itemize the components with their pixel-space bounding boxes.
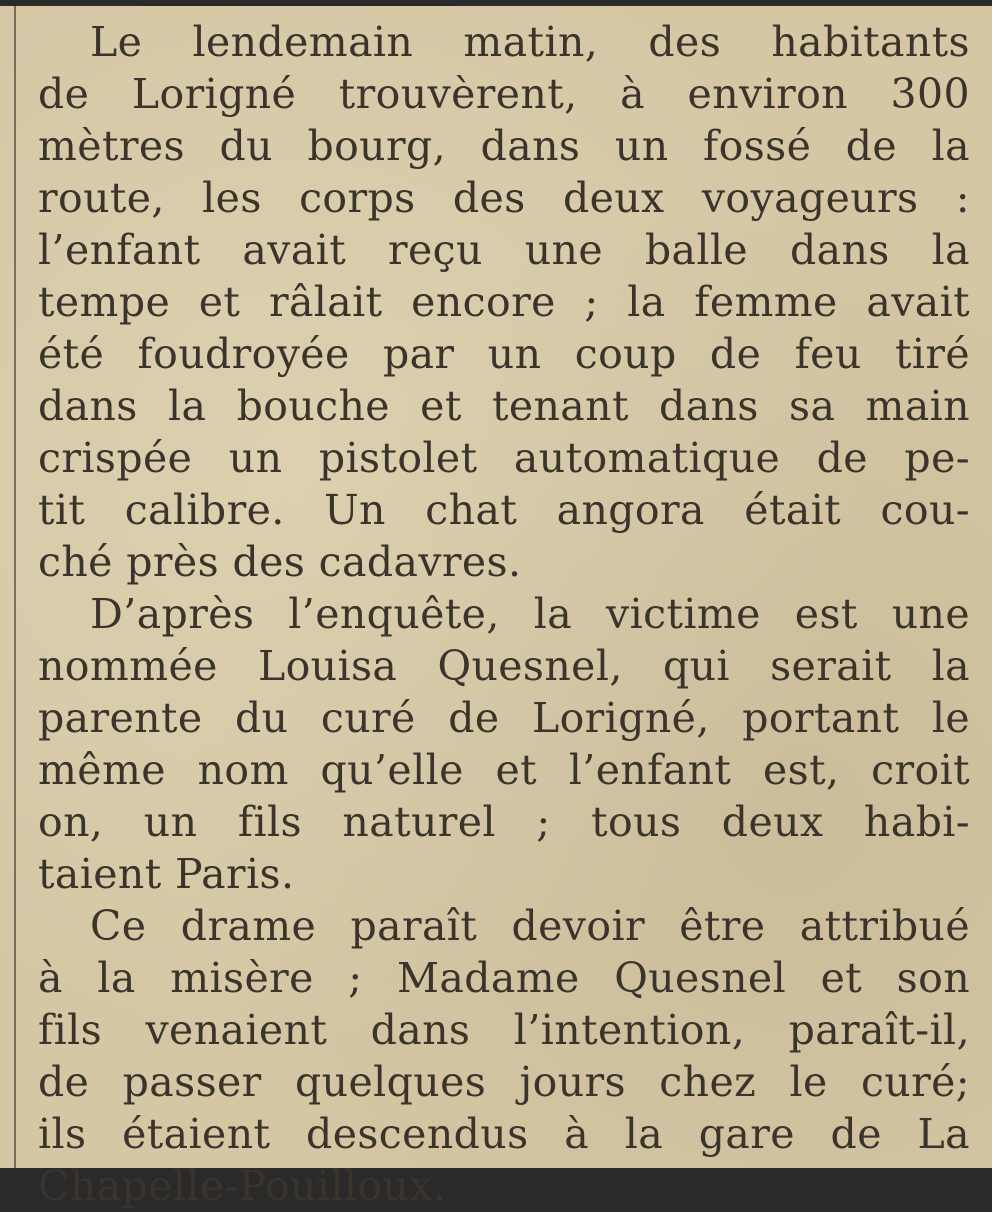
text-line: D’après l’enquête, la victime est une [90,590,970,638]
text-line: à la misère ; Madame Quesnel et son [38,954,970,1002]
text-line: mètres du bourg, dans un fossé de la [38,122,970,170]
text-line: Chapelle-Pouilloux. [38,1162,447,1210]
text-line: route, les corps des deux voyageurs : [38,174,970,222]
column-rule [14,6,16,1168]
text-line: taient Paris. [38,850,295,898]
text-line: Le lendemain matin, des habitants [90,18,970,66]
text-line: même nom qu’elle et l’enfant est, croit [38,746,970,794]
paragraph-1 [38,16,970,588]
text-line: été foudroyée par un coup de feu tiré [38,330,970,378]
newspaper-clipping [0,6,992,1210]
text-line: crispée un pistolet automatique de pe- [38,434,970,482]
text-line: on, un fils naturel ; tous deux habi- [38,798,970,846]
text-line: ché près des cadavres. [38,538,522,586]
paragraph-3 [38,900,970,1212]
text-line: ils étaient descendus à la gare de La [38,1110,970,1158]
text-line: de Lorigné trouvèrent, à environ 300 [38,70,970,118]
text-line: tempe et râlait encore ; la femme avait [38,278,970,326]
text-line: l’enfant avait reçu une balle dans la [38,226,970,274]
text-line: dans la bouche et tenant dans sa main [38,382,970,430]
text-line: tit calibre. Un chat angora était cou- [38,486,970,534]
text-line: de passer quelques jours chez le curé; [38,1058,970,1106]
article-column [38,16,970,1212]
text-line: Ce drame paraît devoir être attribué [90,902,970,950]
paragraph-2 [38,588,970,900]
text-line: fils venaient dans l’intention, paraît-il, [38,1006,970,1054]
text-line: parente du curé de Lorigné, portant le [38,694,970,742]
text-line: nommée Louisa Quesnel, qui serait la [38,642,970,690]
